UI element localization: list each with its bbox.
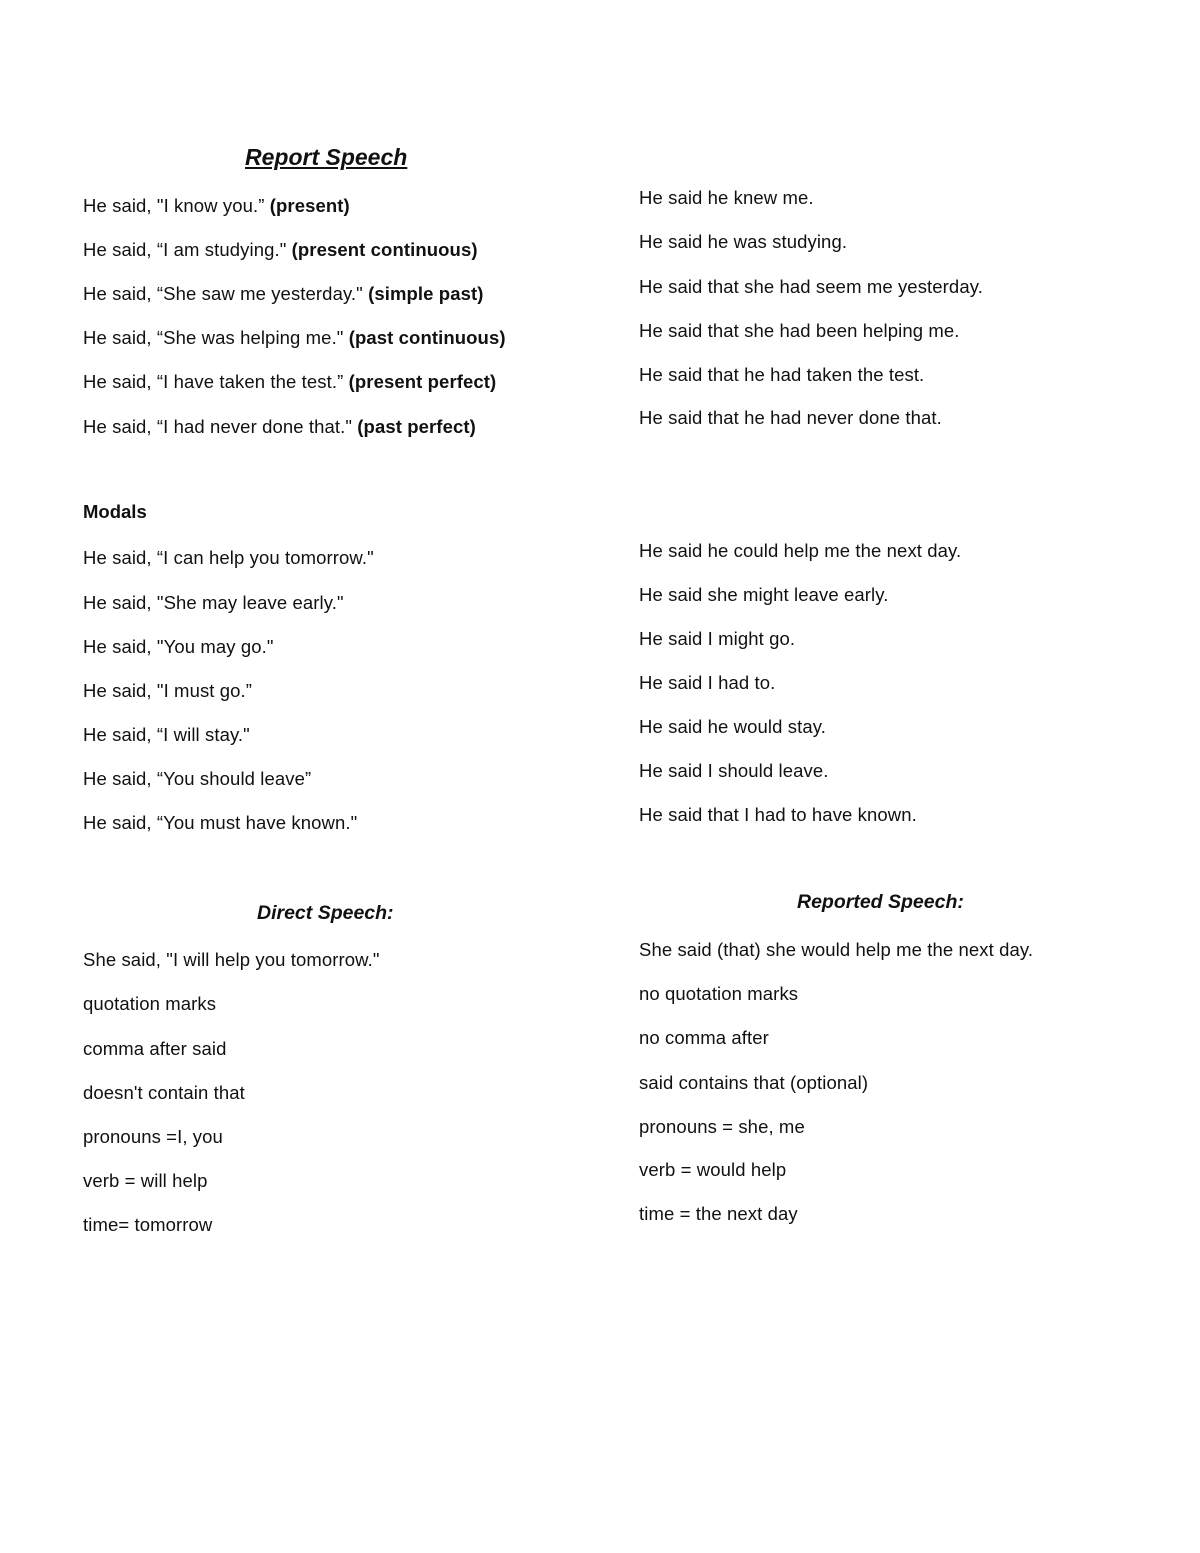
page-title: Report Speech xyxy=(245,144,408,170)
reported-speech-line: said contains that (optional) xyxy=(639,1072,869,1093)
direct-speech-line: comma after said xyxy=(83,1038,227,1059)
tense-tag: (past perfect) xyxy=(357,416,476,437)
modal-direct-line: He said, “You should leave” xyxy=(83,768,312,789)
modal-direct-line: He said, “I can help you tomorrow." xyxy=(83,547,374,568)
reported-speech-line: She said (that) she would help me the next day. xyxy=(639,939,1034,960)
modal-reported-line: He said she might leave early. xyxy=(639,584,889,605)
modal-direct-line: He said, “You must have known." xyxy=(83,812,358,833)
tense-reported-line: He said that she had been helping me. xyxy=(639,320,960,341)
direct-speech-line: quotation marks xyxy=(83,993,217,1014)
modal-direct-line: He said, "I must go.” xyxy=(83,680,253,701)
tense-reported-line: He said he was studying. xyxy=(639,231,848,252)
modal-reported-line: He said he would stay. xyxy=(639,716,826,737)
modal-reported-line: He said he could help me the next day. xyxy=(639,540,962,561)
direct-speech-line: She said, "I will help you tomorrow." xyxy=(83,949,380,970)
modal-reported-line: He said I should leave. xyxy=(639,760,829,781)
tense-reported-line: He said he knew me. xyxy=(639,187,814,208)
modal-direct-line: He said, "She may leave early." xyxy=(83,592,344,613)
tense-direct-line: He said, "I know you.” (present) xyxy=(83,195,350,216)
tense-tag: (past continuous) xyxy=(348,327,506,348)
modal-direct-line: He said, "You may go." xyxy=(83,636,274,657)
modal-reported-line: He said I had to. xyxy=(639,672,776,693)
tense-reported-line: He said that she had seem me yesterday. xyxy=(639,276,983,297)
modal-direct-line: He said, “I will stay." xyxy=(83,724,250,745)
reported-speech-line: verb = would help xyxy=(639,1159,787,1180)
direct-speech-line: doesn't contain that xyxy=(83,1082,245,1103)
direct-speech-line: time= tomorrow xyxy=(83,1214,213,1235)
direct-speech-line: verb = will help xyxy=(83,1170,208,1191)
tense-direct-line: He said, “She saw me yesterday." (simple past) xyxy=(83,283,484,304)
direct-speech-heading: Direct Speech: xyxy=(257,902,394,924)
tense-tag: (simple past) xyxy=(368,283,484,304)
reported-speech-heading: Reported Speech: xyxy=(797,891,964,913)
tense-reported-line: He said that he had never done that. xyxy=(639,407,942,428)
reported-speech-line: no comma after xyxy=(639,1027,769,1048)
reported-speech-line: pronouns = she, me xyxy=(639,1116,805,1137)
tense-direct-line: He said, “I am studying." (present continuous) xyxy=(83,239,478,260)
tense-direct-line: He said, “She was helping me." (past continuous) xyxy=(83,327,506,348)
modal-reported-line: He said that I had to have known. xyxy=(639,804,917,825)
reported-speech-line: no quotation marks xyxy=(639,983,799,1004)
tense-tag: (present perfect) xyxy=(348,371,497,392)
direct-speech-line: pronouns =I, you xyxy=(83,1126,223,1147)
tense-reported-line: He said that he had taken the test. xyxy=(639,364,925,385)
tense-tag: (present) xyxy=(269,195,350,216)
reported-speech-line: time = the next day xyxy=(639,1203,798,1224)
modal-reported-line: He said I might go. xyxy=(639,628,796,649)
tense-direct-line: He said, “I had never done that." (past perfect) xyxy=(83,416,476,437)
modals-heading: Modals xyxy=(83,501,147,522)
tense-tag: (present continuous) xyxy=(291,239,478,260)
tense-direct-line: He said, “I have taken the test.” (present perfect) xyxy=(83,371,497,392)
